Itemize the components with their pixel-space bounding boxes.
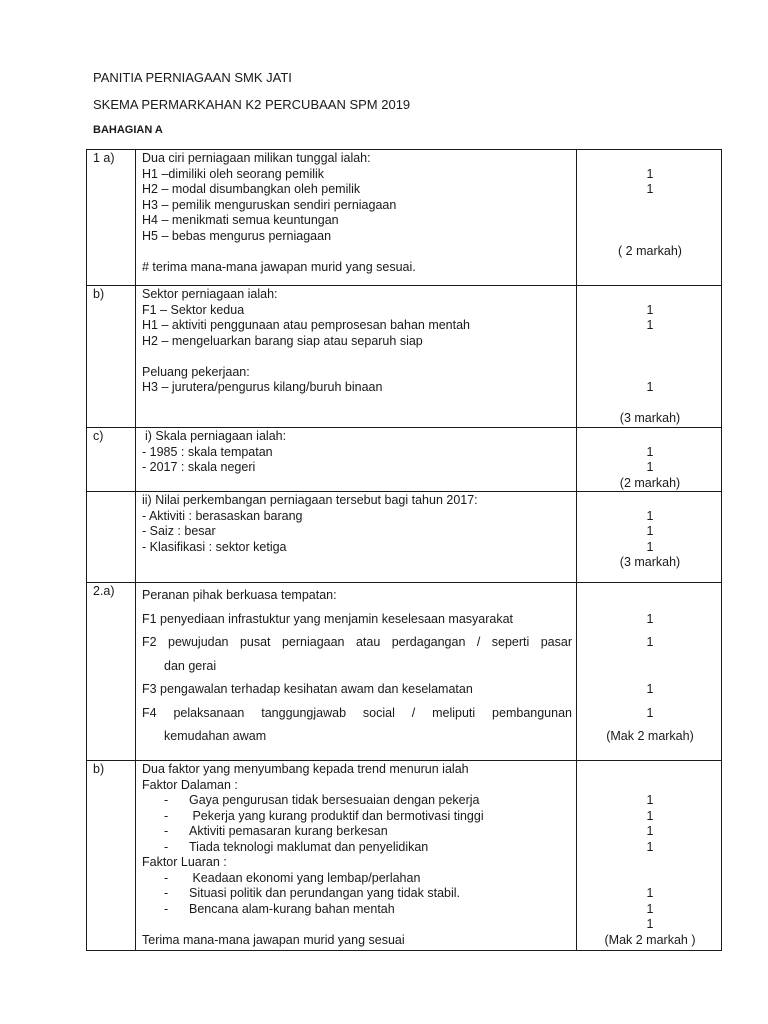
answer-line: - Tiada teknologi maklumat dan penyelidikan (142, 840, 572, 856)
marks-cell (577, 150, 722, 286)
answer-line: - Saiz : besar (142, 524, 216, 538)
answer-line: - 2017 : skala negeri (142, 460, 256, 474)
mark-value: 1 (646, 839, 654, 854)
answer-cell (136, 150, 577, 286)
answer-line: H4 – menikmati semua keuntungan (142, 213, 339, 227)
mark-value: 1 (646, 901, 654, 916)
answer-line: - Gaya pengurusan tidak bersesuaian dengan pekerja (142, 793, 572, 809)
answer-line: F2 pewujudan pusat perniagaan atau perdagangan / seperti pasar (142, 635, 572, 649)
table-row (87, 428, 722, 492)
answer-line: - Pekerja yang kurang produktif dan bermotivasi tinggi (142, 809, 572, 825)
answer-line: Sektor perniagaan ialah: (142, 287, 278, 301)
answer-line: # terima mana-mana jawapan murid yang sesuai. (142, 259, 416, 274)
question-number: b) (87, 286, 136, 428)
answer-line: - Keadaan ekonomi yang lembap/perlahan (142, 871, 572, 887)
table-row (87, 492, 722, 583)
mark-value: 1 (646, 302, 654, 317)
question-number: c) (87, 428, 136, 492)
answer-cell (136, 492, 577, 583)
question-number: b) (87, 761, 136, 951)
mark-value: 1 (646, 508, 654, 523)
mark-value: 1 (646, 808, 654, 823)
answer-line: H3 – jurutera/pengurus kilang/buruh binaan (142, 380, 383, 394)
answer-line: i) Skala perniagaan ialah: (145, 429, 287, 443)
answer-line: H2 – mengeluarkan barang siap atau separuh siap (142, 333, 423, 348)
answer-line: - 1985 : skala tempatan (142, 444, 273, 459)
scheme-title: SKEMA PERMARKAHAN K2 PERCUBAAN SPM 2019 (93, 97, 411, 112)
answer-line: Dua faktor yang menyumbang kepada trend menurun ialah (142, 762, 469, 776)
answer-line: H1 – aktiviti penggunaan atau pemprosesan bahan mentah (142, 318, 471, 332)
answer-line: - Aktiviti pemasaran kurang berkesan (142, 824, 572, 840)
mark-value: 1 (646, 824, 654, 838)
marks-cell (577, 583, 722, 761)
marking-scheme-table (86, 149, 722, 951)
answer-cell (136, 583, 577, 761)
mark-value: 1 (646, 524, 654, 538)
marks-cell (577, 286, 722, 428)
answer-line: - Klasifikasi : sektor ketiga (142, 539, 287, 554)
answer-line: F3 pengawalan terhadap kesihatan awam dan keselamatan (142, 682, 473, 696)
answer-line: Terima mana-mana jawapan murid yang sesuai (142, 932, 405, 947)
table-row (87, 286, 722, 428)
mark-total: (2 markah) (619, 475, 681, 490)
answer-cell (136, 286, 577, 428)
mark-value: 1 (646, 166, 654, 181)
answer-line: Peluang pekerjaan: (142, 364, 250, 379)
answer-line: ii) Nilai perkembangan perniagaan tersebut bagi tahun 2017: (142, 493, 478, 507)
answer-line: H2 – modal disumbangkan oleh pemilik (142, 182, 361, 196)
mark-total: (3 markah) (619, 555, 681, 569)
question-number (87, 492, 136, 583)
answer-line: kemudahan awam (164, 729, 267, 743)
mark-value: 1 (646, 705, 654, 720)
answer-line: - Aktiviti : berasaskan barang (142, 508, 303, 523)
answer-line: Peranan pihak berkuasa tempatan: (142, 588, 337, 602)
answer-cell (136, 761, 577, 951)
mark-total: (3 markah) (619, 411, 681, 425)
question-number: 1 a) (87, 150, 136, 286)
mark-value: 1 (646, 460, 654, 474)
answer-line: F1 – Sektor kedua (142, 302, 245, 317)
answer-line: Faktor Dalaman : (142, 777, 238, 792)
mark-value: 1 (646, 611, 654, 626)
answer-line: - Situasi politik dan perundangan yang tidak stabil. (142, 886, 572, 902)
mark-value: 1 (646, 380, 654, 394)
mark-value: 1 (646, 539, 654, 554)
answer-line: Faktor Luaran : (142, 855, 227, 869)
marks-cell (577, 761, 722, 951)
answer-line: H1 –dimiliki oleh seorang pemilik (142, 166, 325, 181)
mark-total: (Mak 2 markah) (606, 729, 694, 743)
answer-line: H3 – pemilik menguruskan sendiri perniagaan (142, 197, 397, 212)
answer-line: F1 penyediaan infrastuktur yang menjamin keselesaan masyarakat (142, 611, 514, 626)
answer-cell (136, 428, 577, 492)
mark-value: 1 (646, 444, 654, 459)
answer-line: F4 pelaksanaan tanggungjawab social / meliputi pembangunan (142, 705, 572, 720)
mark-value: 1 (646, 182, 654, 196)
mark-value: 1 (646, 917, 654, 931)
marks-cell (577, 428, 722, 492)
mark-value: 1 (646, 682, 654, 696)
table-row (87, 761, 722, 951)
mark-total: ( 2 markah) (618, 244, 682, 258)
answer-line: H5 – bebas mengurus perniagaan (142, 228, 332, 243)
marks-cell (577, 492, 722, 583)
mark-value: 1 (646, 635, 654, 649)
table-row (87, 150, 722, 286)
table-row (87, 583, 722, 761)
mark-value: 1 (646, 793, 654, 807)
school-panel-title: PANITIA PERNIAGAAN SMK JATI (93, 70, 292, 85)
mark-total: (Mak 2 markah ) (604, 932, 696, 947)
mark-value: 1 (646, 318, 654, 332)
question-number: 2.a) (87, 583, 136, 761)
mark-value: 1 (646, 886, 654, 900)
answer-line: dan gerai (164, 658, 217, 673)
section-heading: BAHAGIAN A (93, 124, 163, 136)
answer-line: - Bencana alam-kurang bahan mentah (142, 902, 572, 918)
answer-line: Dua ciri perniagaan milikan tunggal ialah: (142, 151, 371, 165)
